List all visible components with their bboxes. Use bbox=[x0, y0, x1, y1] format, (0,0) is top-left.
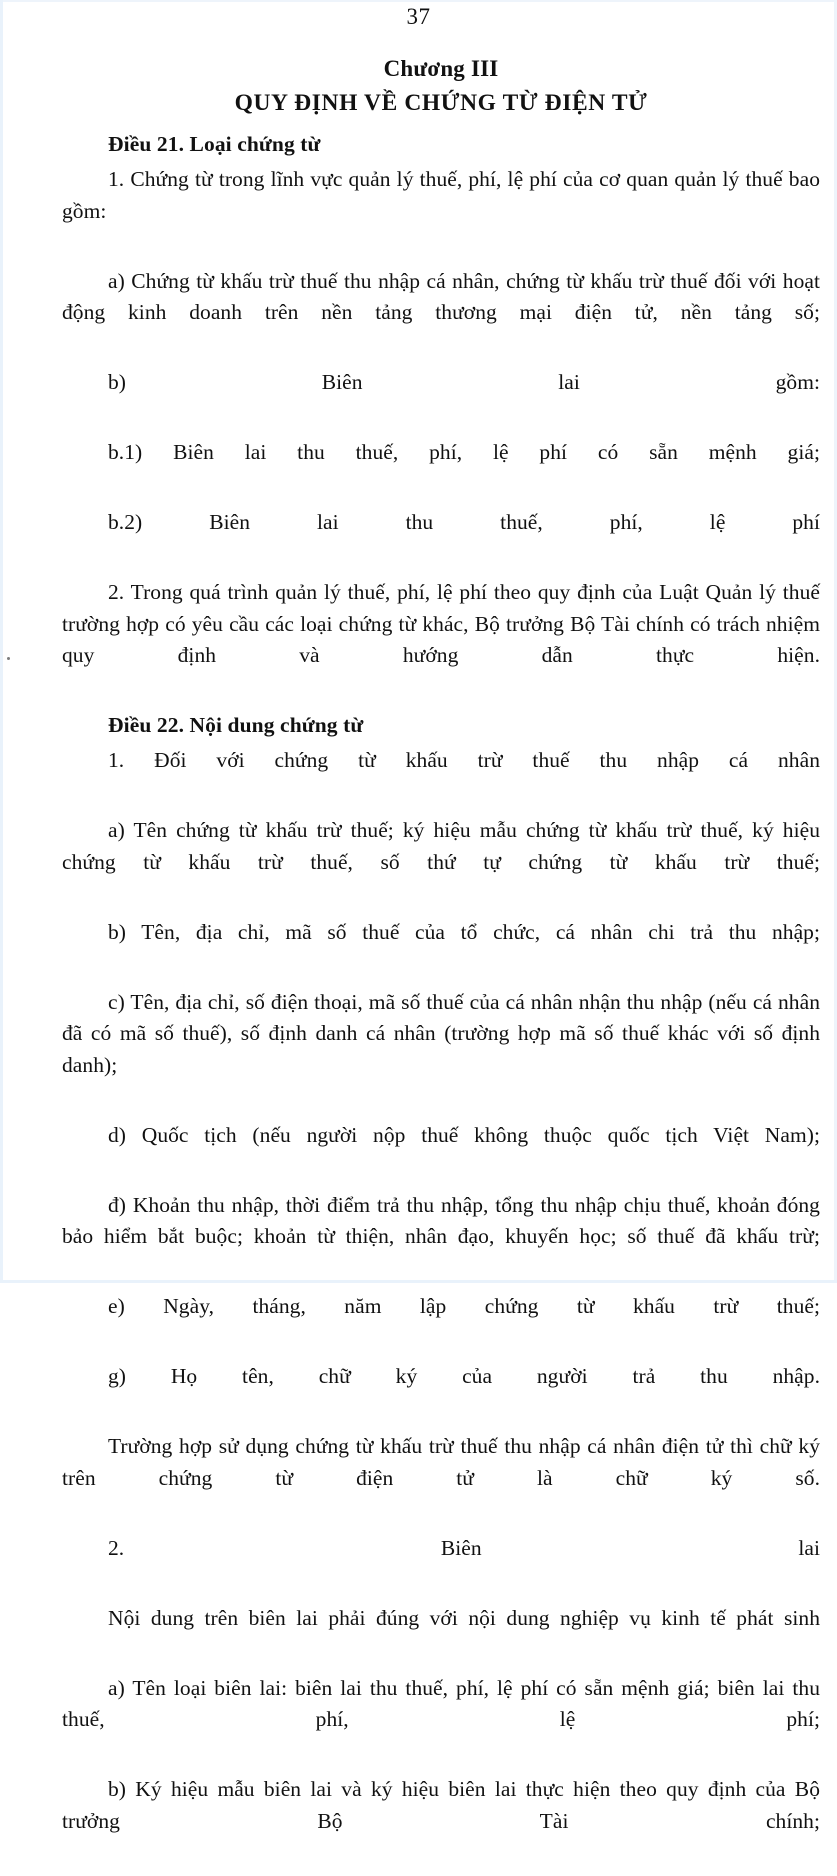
paragraph: b) Biên lai gồm: bbox=[108, 370, 820, 394]
paragraph: b) Ký hiệu mẫu biên lai và ký hiệu biên lai thực hiện theo quy định của Bộ trưởng Bộ Tài chính; bbox=[62, 1777, 820, 1833]
chapter-number-heading: Chương III bbox=[383, 56, 499, 81]
paragraph: a) Tên chứng từ khấu trừ thuế; ký hiệu mẫu chứng từ khấu trừ thuế, ký hiệu chứng từ khấu trừ thuế, số thứ tự chứng từ khấu trừ thuế; bbox=[62, 818, 820, 874]
paragraph: a) Chứng từ khấu trừ thuế thu nhập cá nhân, chứng từ khấu trừ thuế đối với hoạt động kinh doanh trên nền tảng thương mại điện tử, nền tảng số; bbox=[62, 268, 820, 324]
paragraph: đ) Khoản thu nhập, thời điểm trả thu nhập, tổng thu nhập chịu thuế, khoản đóng bảo hiểm bắt buộc; khoản từ thiện, nhân đạo, khuyến học; số thuế đã khấu trừ; bbox=[62, 1192, 820, 1248]
paragraph: Nội dung trên biên lai phải đúng với nội dung nghiệp vụ kinh tế phát sinh bbox=[108, 1605, 820, 1630]
paragraph: g) Họ tên, chữ ký của người trả thu nhập. bbox=[108, 1364, 820, 1388]
page-edge-left bbox=[0, 0, 3, 1283]
article-heading-22: Điều 22. Nội dung chứng từ bbox=[108, 713, 364, 737]
paragraph: e) Ngày, tháng, năm lập chứng từ khấu trừ thuế; bbox=[108, 1294, 820, 1318]
scan-speck-artifact bbox=[7, 657, 10, 660]
paragraph: b) Tên, địa chỉ, mã số thuế của tổ chức, cá nhân chi trả thu nhập; bbox=[108, 919, 820, 944]
paragraph: 2. Trong quá trình quản lý thuế, phí, lệ phí theo quy định của Luật Quản lý thuế trường hợp có yêu cầu các loại chứng từ khác, Bộ trưởng Bộ Tài chính có trách nhiệm quy định và hướng dẫn thực hiện. bbox=[62, 580, 820, 667]
paragraph: Trường hợp sử dụng chứng từ khấu trừ thuế thu nhập cá nhân điện tử thì chữ ký trên chứng từ điện tử là chữ ký số. bbox=[62, 1434, 820, 1490]
chapter-title: QUY ĐỊNH VỀ CHỨNG TỪ ĐIỆN TỬ bbox=[234, 90, 648, 116]
paragraph: a) Tên loại biên lai: biên lai thu thuế, phí, lệ phí có sẵn mệnh giá; biên lai thu thuế, phí, lệ phí; bbox=[62, 1675, 820, 1731]
paragraph: d) Quốc tịch (nếu người nộp thuế không thuộc quốc tịch Việt Nam); bbox=[108, 1122, 820, 1147]
page-edge-top bbox=[0, 0, 837, 2]
paragraph: 1. Đối với chứng từ khấu trừ thuế thu nhập cá nhân bbox=[108, 748, 820, 772]
document-body bbox=[62, 52, 820, 1876]
page-number: 37 bbox=[406, 4, 431, 29]
article-heading-21: Điều 21. Loại chứng từ bbox=[108, 132, 321, 156]
paragraph: b.1) Biên lai thu thuế, phí, lệ phí có sẵn mệnh giá; bbox=[108, 440, 820, 464]
paragraph: 1. Chứng từ trong lĩnh vực quản lý thuế, phí, lệ phí của cơ quan quản lý thuế bao gồm: bbox=[62, 167, 820, 223]
paragraph: b.2) Biên lai thu thuế, phí, lệ phí bbox=[108, 510, 820, 534]
paragraph: 2. Biên lai bbox=[108, 1535, 820, 1560]
paragraph: c) Tên, địa chỉ, số điện thoại, mã số thuế của cá nhân nhận thu nhập (nếu cá nhân đã có mã số thuế), số định danh cá nhân (trường hợp mã số thuế khác với số định danh); bbox=[62, 989, 820, 1077]
